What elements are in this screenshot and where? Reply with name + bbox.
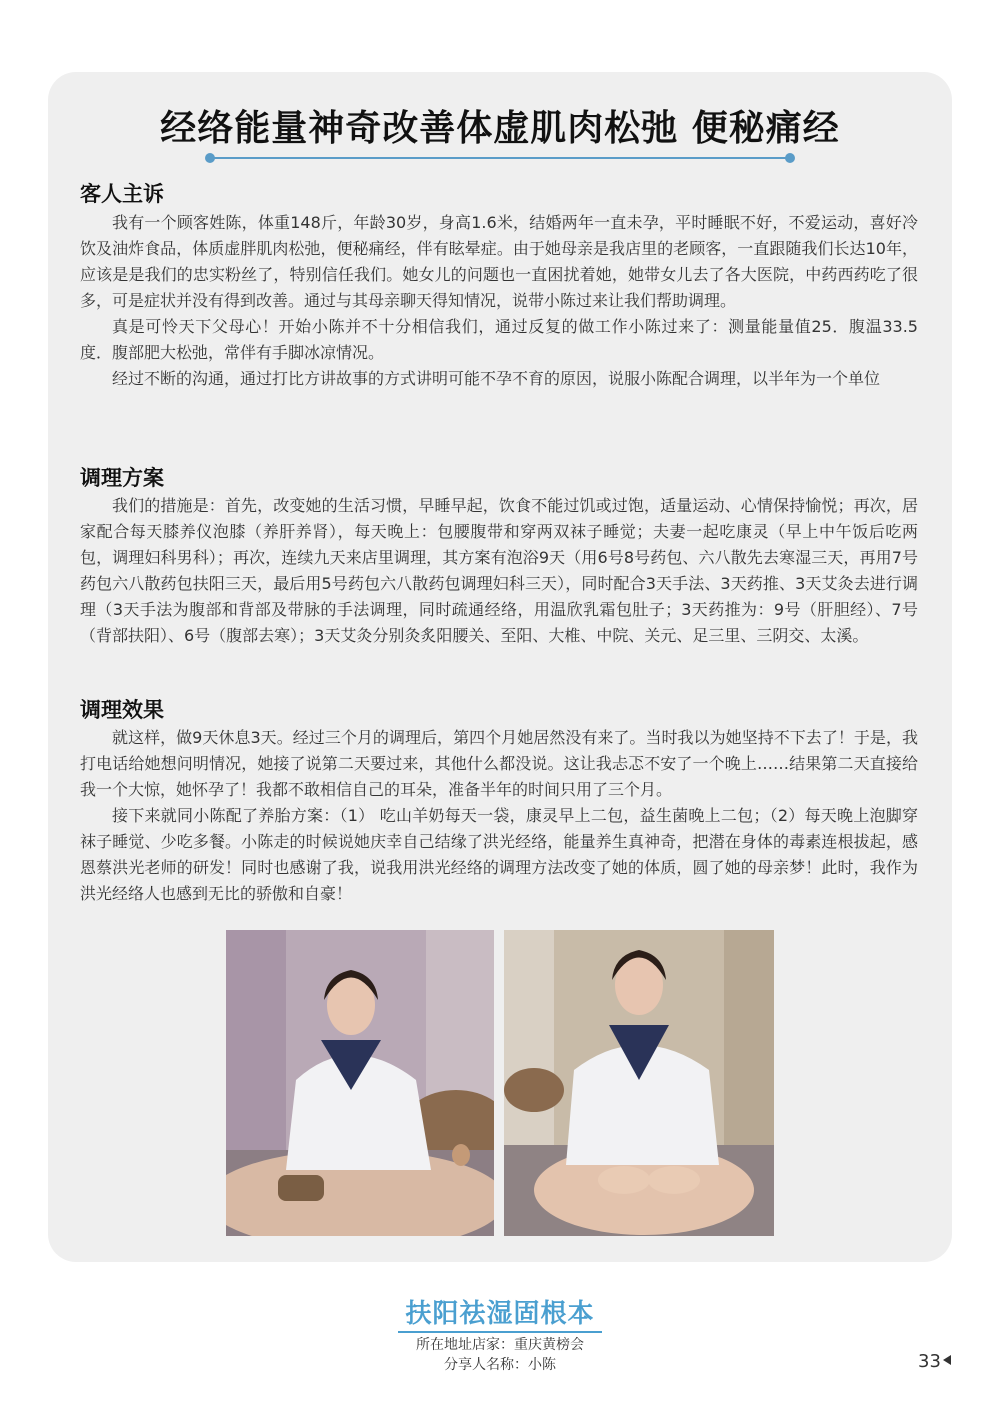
section-body-plan — [80, 493, 918, 649]
paragraph: 接下来就同小陈配了养胎方案：（1） 吃山羊奶每天一袋，康灵早上二包，益生菌晚上二包；（2）每天晚上泡脚穿袜子睡觉、少吃多餐。小陈走的时候说她庆幸自己结缘了洪光经络，能量养生真神奇，把潜在身体的毒素连根拔起，感恩蔡洪光老师的研发！同时也感谢了我，说我用洪光经络的调理方法改变了她的体质，圆了她的母亲梦！此时，我作为洪光经络人也感到无比的骄傲和自豪！ — [80, 806, 918, 903]
footer-sharer: 分享人名称：小陈 — [444, 1357, 556, 1373]
page-title: 经络能量神奇改善体虚肌肉松弛 便秘痛经 — [160, 108, 840, 149]
title-divider-dot-left — [205, 153, 215, 163]
title-divider — [210, 157, 790, 159]
paragraph: 经过不断的沟通，通过打比方讲故事的方式讲明可能不孕不育的原因，说服小陈配合调理，以半年为一个单位 — [112, 369, 881, 388]
paragraph: 真是可怜天下父母心！开始小陈并不十分相信我们，通过反复的做工作小陈过来了：测量能量值25．腹温33.5度．腹部肥大松弛，常伴有手脚冰凉情况。 — [80, 317, 918, 362]
paragraph: 我有一个顾客姓陈，体重148斤，年龄30岁，身高1.6米，结婚两年一直未孕，平时睡眠不好，不爱运动，喜好冷饮及油炸食品，体质虚胖肌肉松弛，便秘痛经，伴有眩晕症。由于她母亲是我店里的老顾客，一直跟随我们长达10年，应该是是我们的忠实粉丝了，特别信任我们。她女儿的问题也一直困扰着她，她带女儿去了各大医院，中药西药吃了很多，可是症状并没有得到改善。通过与其母亲聊天得知情况，说带小陈过来让我们帮助调理。 — [80, 213, 918, 310]
section-body-complaint — [80, 210, 918, 392]
section-heading-plan: 调理方案 — [80, 466, 164, 490]
section-heading-complaint: 客人主诉 — [80, 182, 164, 206]
title-divider-dot-right — [785, 153, 795, 163]
footer-divider — [398, 1331, 602, 1333]
section-heading-result: 调理效果 — [80, 698, 164, 722]
footer-address: 所在地址店家：重庆黄榜会 — [416, 1337, 584, 1353]
page-number — [918, 1351, 951, 1372]
paragraph: 就这样，做9天休息3天。经过三个月的调理后，第四个月她居然没有来了。当时我以为她坚持不下去了！于是，我打电话给她想问明情况，她接了说第二天要过来，其他什么都没说。这让我忐忑不安了一个晚上……结果第二天直接给我一个大惊，她怀孕了！我都不敢相信自己的耳朵，准备半年的时间只用了三个月。 — [80, 728, 918, 799]
page-arrow-icon — [943, 1355, 951, 1365]
paragraph: 我们的措施是：首先，改变她的生活习惯，早睡早起，饮食不能过饥或过饱，适量运动、心情保持愉悦；再次，居家配合每天膝养仪泡膝（养肝养肾），每天晚上：包腰腹带和穿两双袜子睡觉；夫妻一起吃康灵（早上中午饭后吃两包，调理妇科男科）；再次，连续九天来店里调理，其方案有泡浴9天（用6号8号药包、六八散先去寒湿三天，再用7号药包六八散药包扶阳三天，最后用5号药包六八散药包调理妇科三天），同时配合3天手法、3天药推、3天艾灸去进行调理（3天手法为腹部和背部及带脉的手法调理，同时疏通经络，用温欣乳霜包肚子；3天药推为：9号（肝胆经）、7号（背部扶阳）、6号（腹部去寒）；3天艾灸分别灸炙阳腰关、至阳、大椎、中院、关元、足三里、三阴交、太溪。 — [80, 496, 918, 645]
treatment-photo-1 — [226, 930, 494, 1236]
footer-title: 扶阳祛湿固根本 — [405, 1299, 595, 1329]
page-number-text: 33 — [918, 1351, 941, 1372]
treatment-photo-2 — [504, 930, 774, 1236]
section-body-result — [80, 725, 918, 907]
